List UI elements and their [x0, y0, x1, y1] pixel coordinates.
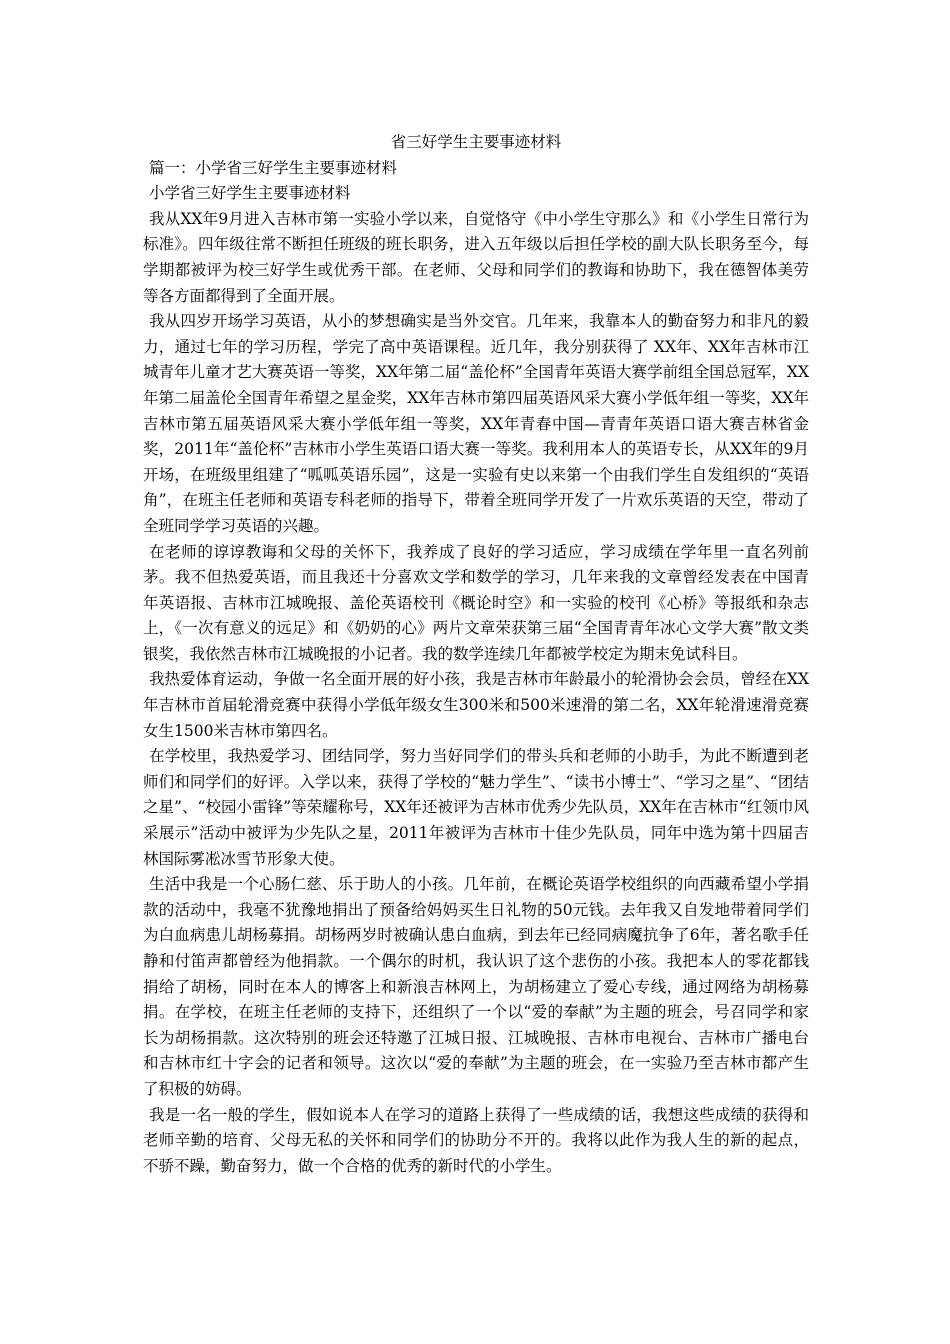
- section-heading: 篇一：小学省三好学生主要事迹材料: [149, 158, 398, 177]
- paragraph: 生活中我是一个心肠仁慈、乐于助人的小孩。几年前，在概论英语学校组织的向西藏希望小学捐款的活动中，我毫不犹豫地捐出了预备给妈妈买生日礼物的50元钱。去年我又自发地带着同学们为白血病患儿胡杨募捐。胡杨两岁时被确认患白血病，到去年已经同病魔抗争了6年，著名歌手任静和付笛声都曾经为他捐款。一个偶尔的时机，我认识了这个悲伤的小孩。我把本人的零花都钱捐给了胡杨，同时在本人的博客上和新浪吉林网上，为胡杨建立了爱心专线，通过网络为胡杨募捐。在学校，在班主任老师的支持下，还组织了一个以“爱的奉献”为主题的班会，号召同学和家长为胡杨捐款。这次特别的班会还特邀了江城日报、江城晚报、吉林市电视台、吉林市广播电台和吉林市红十字会的记者和领导。这次以“爱的奉献”为主题的班会，在一实验乃至吉林市都产生了积极的妨碍。: [143, 875, 809, 1098]
- subheading: 小学省三好学生主要事迹材料: [149, 184, 351, 203]
- paragraph: 我从四岁开场学习英语，从小的梦想确实是当外交官。几年来，我靠本人的勤奋努力和非凡的毅力，通过七年的学习历程，学完了高中英语课程。近几年，我分别获得了 XX年、XX年吉林市江城青年儿童才艺大赛英语一等奖，XX年第二届“盖伦杯”全国青年英语大赛学前组全国总冠军，XX年第二届盖伦全国青年希望之星金奖，XX年吉林市第四届英语风采大赛小学低年组一等奖，XX年吉林市第五届英语风采大赛小学低年组一等奖，XX年青春中国—青青年英语口语大赛吉林省金奖，2011年“盖伦杯”吉林市小学生英语口语大赛一等奖。我利用本人的英语专长，从XX年的9月开场，在班级里组建了“呱呱英语乐园”，这是一实验有史以来第一个由我们学生自发组织的“英语角”，在班主任老师和英语专科老师的指导下，带着全班同学开发了一片欢乐英语的天空，带动了全班同学学习英语的兴趣。: [143, 312, 809, 535]
- paragraph: 我是一名一般的学生，假如说本人在学习的道路上获得了一些成绩的话，我想这些成绩的获得和老师辛勤的培育、父母无私的关怀和同学们的协助分不开的。我将以此作为我人生的新的起点，不骄不躁，勤奋努力，做一个合格的优秀的新时代的小学生。: [143, 1105, 809, 1175]
- document-title: 省三好学生主要事迹材料: [390, 133, 562, 151]
- paragraph: 我从XX年9月进入吉林市第一实验小学以来，自觉恪守《中小学生守那么》和《小学生日常行为标准》。四年级往常不断担任班级的班长职务，进入五年级以后担任学校的副大队长职务至今，每学期都被评为校三好学生或优秀干部。在老师、父母和同学们的教诲和协助下，我在德智体美劳等各方面都得到了全面开展。: [143, 209, 809, 305]
- paragraph: 在老师的谆谆教诲和父母的关怀下，我养成了良好的学习适应，学习成绩在学年里一直名列前茅。我不但热爱英语，而且我还十分喜欢文学和数学的学习，几年来我的文章曾经发表在中国青年英语报、吉林市江城晚报、盖伦英语校刊《概论时空》和一实验的校刊《心桥》等报纸和杂志上，《一次有意义的远足》和《奶奶的心》两片文章荣获第三届“全国青青年冰心文学大赛”散文类银奖，我依然吉林市江城晚报的小记者。我的数学连续几年都被学校定为期末免试科目。: [143, 542, 809, 663]
- paragraph: 我热爱体育运动，争做一名全面开展的好小孩，我是吉林市年龄最小的轮滑协会会员，曾经在XX年吉林市首届轮滑竞赛中获得小学低年级女生300米和500米速滑的第二名，XX年轮滑速滑竞赛女生1500米吉林市第四名。: [143, 670, 809, 740]
- paragraph: 在学校里，我热爱学习、团结同学，努力当好同学们的带头兵和老师的小助手，为此不断遭到老师们和同学们的好评。入学以来，获得了学校的“魅力学生”、“读书小博士”、“学习之星”、“团结之星”、“校园小雷锋”等荣耀称号，XX年还被评为吉林市优秀少先队员，XX年在吉林市“红领巾风采展示”活动中被评为少先队之星，2011年被评为吉林市十佳少先队员，同年中选为第十四届吉林国际雾凇冰雪节形象大使。: [143, 747, 809, 868]
- document-body: [143, 130, 809, 1179]
